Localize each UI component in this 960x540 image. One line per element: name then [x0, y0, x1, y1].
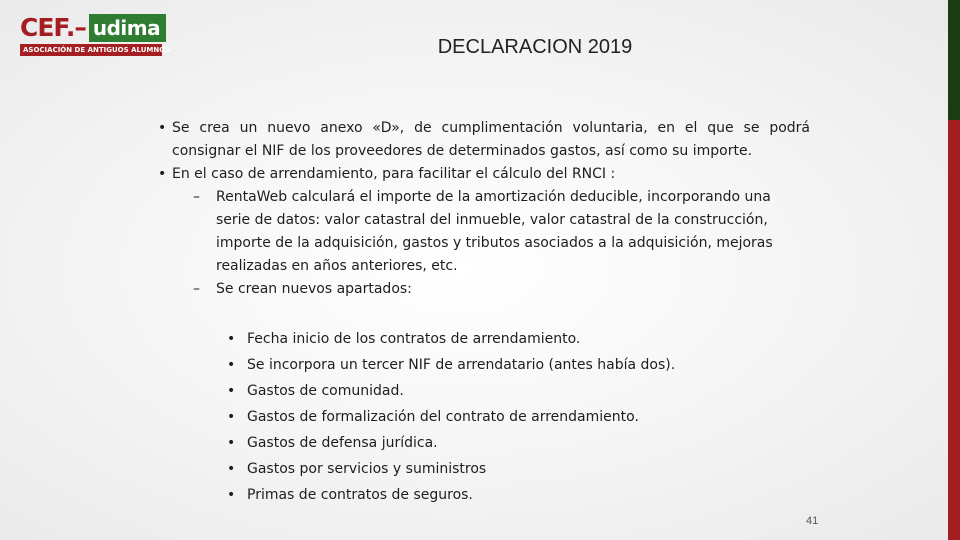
list-item-text: Gastos de defensa jurídica. — [247, 435, 438, 451]
bullet-icon: • — [227, 331, 236, 347]
side-stripe — [948, 0, 960, 540]
bullet-icon: • — [227, 487, 236, 503]
list-item — [160, 404, 810, 430]
bullet-item — [160, 163, 810, 186]
bullet-icon: • — [227, 357, 236, 373]
sub-item-text: Se crean nuevos apartados: — [216, 281, 412, 297]
dash-icon: – — [193, 281, 200, 297]
list-item — [160, 430, 810, 456]
bullet-icon: • — [158, 120, 167, 136]
list-item — [160, 378, 810, 404]
list-item — [160, 352, 810, 378]
list-item — [160, 326, 810, 352]
bullet-icon: • — [227, 383, 236, 399]
logo-udima-text: udima — [89, 14, 166, 42]
slide-title: DECLARACION 2019 — [437, 36, 633, 58]
logo-subtitle: ASOCIACIÓN DE ANTIGUOS ALUMNOS — [20, 44, 162, 56]
bullet-text: En el caso de arrendamiento, para facilitar el cálculo del RNCI : — [172, 166, 616, 182]
list-item-text: Gastos por servicios y suministros — [247, 461, 487, 477]
list-item-text: Gastos de comunidad. — [247, 383, 404, 399]
list-item-text: Fecha inicio de los contratos de arrendamiento. — [247, 331, 581, 347]
bullet-icon: • — [227, 461, 236, 477]
bullet-icon: • — [227, 409, 236, 425]
list-item-text: Se incorpora un tercer NIF de arrendatario (antes había dos). — [247, 357, 676, 373]
spacer — [160, 301, 810, 326]
cef-udima-logo — [20, 13, 171, 56]
bullet-icon: • — [158, 166, 167, 182]
list-item-text: Gastos de formalización del contrato de arrendamiento. — [247, 409, 639, 425]
list-item — [160, 456, 810, 482]
slide-content — [160, 117, 810, 508]
logo-cef-text: CEF.– — [20, 13, 86, 42]
stripe-green — [948, 0, 960, 120]
bullet-icon: • — [227, 435, 236, 451]
dash-icon: – — [193, 189, 200, 205]
list-item-text: Primas de contratos de seguros. — [247, 487, 473, 503]
bullet-text: Se crea un nuevo anexo «D», de cumplimentación voluntaria, en el que se podrá consignar el NIF de los proveedores de determinados gastos, así como su importe. — [172, 120, 810, 159]
sub-item — [160, 186, 806, 278]
page-number: 41 — [806, 515, 819, 527]
sub-item-text: RentaWeb calculará el importe de la amortización deducible, incorporando una serie de datos: valor catastral del inmueble, valor catastral de la construcción, importe de la adquisición, gastos y tributos asociados a la adquisición, mejoras realizadas en años anteriores, etc. — [216, 189, 773, 274]
stripe-red — [948, 120, 960, 540]
sub-item — [160, 278, 806, 301]
bullet-item — [160, 117, 810, 163]
list-item — [160, 482, 810, 508]
